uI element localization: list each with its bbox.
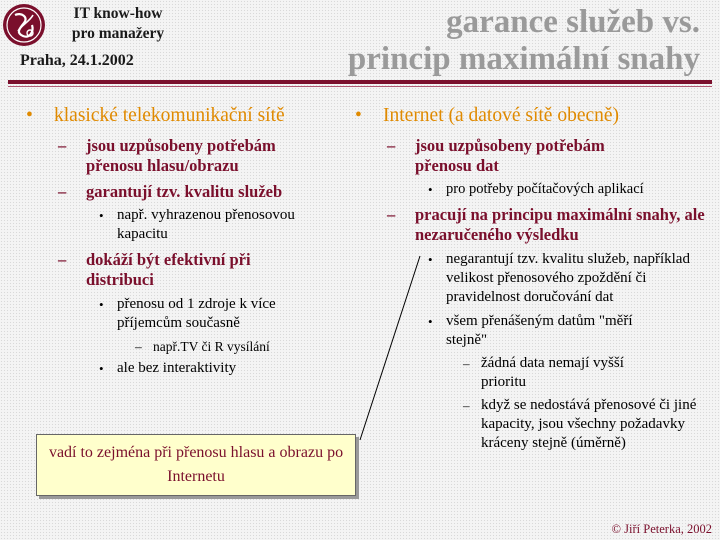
bullet: •	[428, 252, 433, 267]
left-item-1-text: jsou uzpůsobeny potřebám přenosu hlasu/obrazu	[86, 136, 276, 175]
bullet: •	[99, 208, 104, 223]
bullet: •	[428, 314, 433, 329]
dash: –	[58, 250, 67, 269]
bullet: •	[26, 105, 33, 126]
brand-line-2: pro manažery	[71, 25, 165, 42]
left-item-2-text: garantují tzv. kvalitu služeb	[86, 182, 283, 201]
dash: –	[387, 136, 396, 155]
dash: –	[463, 398, 470, 413]
dash: –	[58, 136, 67, 155]
right-item-2-text: pracují na principu maximální snahy, ale nezaručeného výsledku	[415, 205, 705, 244]
right-item-2-sub-2-sub-1-text: žádná data nemají vyšší prioritu	[481, 355, 624, 390]
left-item-3-sub-2-text: ale bez interaktivity	[117, 360, 237, 376]
left-item-3-sub-1-text: přenosu od 1 zdroje k více příjemcům současně	[117, 296, 276, 331]
dash: –	[387, 205, 396, 224]
bullet: •	[428, 182, 433, 197]
left-item-2-sub-1-text: např. vyhrazenou přenosovou kapacitu	[117, 207, 295, 242]
callout-text: vadí to zejména při přenosu hlasu a obrazu po Internetu	[48, 444, 344, 485]
right-item-2-sub-2-text: všem přenášeným datům "měří stejně"	[446, 313, 633, 348]
brand-line-1: IT know-how	[73, 5, 163, 22]
bullet: •	[99, 297, 104, 312]
left-item-3-text: dokáží být efektivní při distribuci	[86, 250, 251, 289]
left-heading-text: klasické telekomunikační sítě	[54, 105, 285, 126]
slide-title-line-1: garance služeb vs.	[446, 4, 700, 40]
bullet: •	[355, 105, 362, 126]
dash: –	[58, 182, 67, 201]
copyright: © Jiří Peterka, 2002	[611, 522, 712, 536]
dash: –	[135, 339, 142, 354]
bullet: •	[99, 361, 104, 376]
dash: –	[463, 356, 470, 371]
slide-title-line-2: princip maximální snahy	[347, 41, 700, 77]
presentation-date: Praha, 24.1.2002	[20, 52, 134, 69]
right-item-2-sub-1-text: negarantují tzv. kvalitu služeb, například velikost přenosového zpoždění či pravidelnost doručování dat	[446, 251, 690, 305]
left-item-3-sub-1-sub-1-text: např.TV či R vysílání	[153, 339, 270, 354]
callout-box	[36, 434, 356, 496]
right-item-2-sub-2-sub-2-text: když se nedostává přenosové či jiné kapacity, jsou všechny požadavky kráceny stejně (úměrně)	[481, 397, 697, 451]
right-item-1-text: jsou uzpůsobeny potřebám přenosu dat	[415, 136, 605, 175]
right-item-1-sub-1-text: pro potřeby počítačových aplikací	[446, 181, 644, 197]
right-heading-text: Internet (a datové sítě obecně)	[383, 105, 620, 126]
